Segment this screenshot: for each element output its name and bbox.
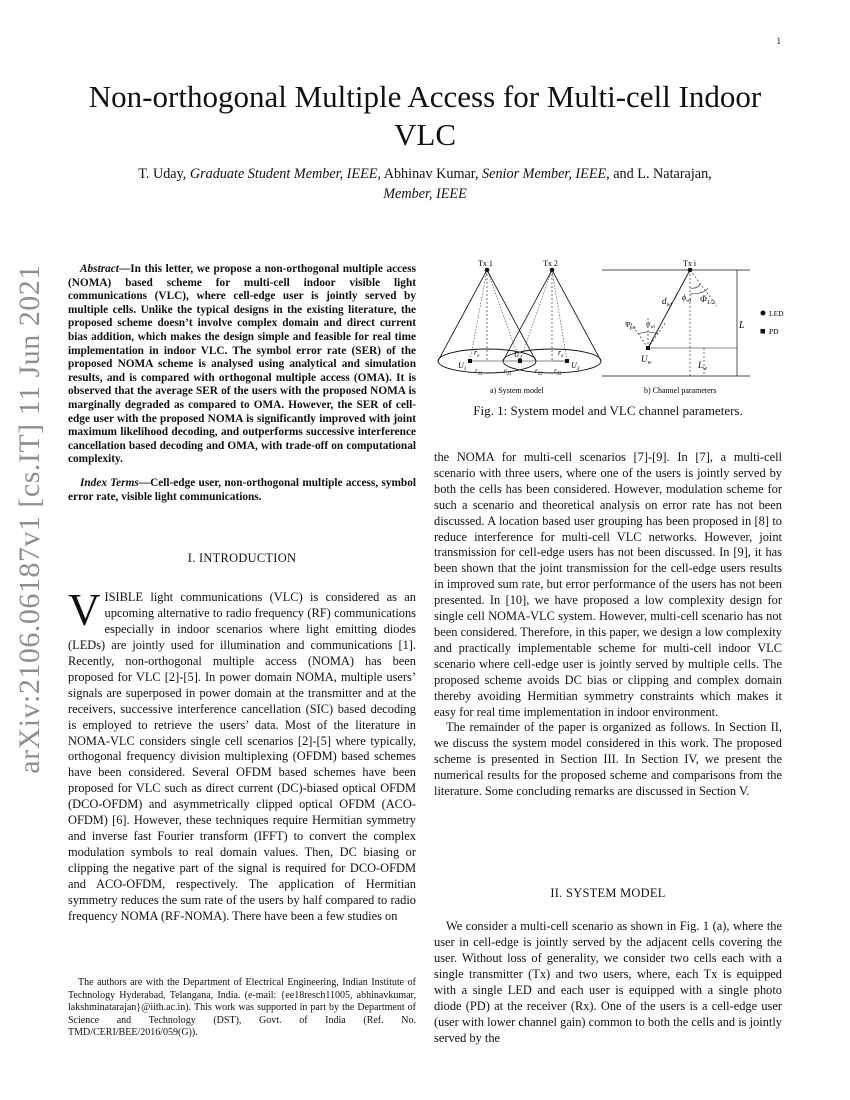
introduction-body — [68, 578, 416, 937]
channel-parameters-diagram — [602, 259, 784, 395]
system-model-paragraph: We consider a multi-cell scenario as shown in Fig. 1 (a), where the user in cell-edge is jointly served by the adjacent cells covering the user. Without loss of generality, we consider two cells each with a single transmitter (Tx) and two users, where, each Tx is equipped with a single LED and each user is equipped with a single photo diode (PD) at the receiver (Rx). One of the users is a cell-edge user (user with lower channel gain) common to both the cells and is jointly served by the — [434, 919, 782, 1045]
author-1-role: Graduate Student Member, IEEE — [189, 166, 378, 182]
legend-led-label: LED — [769, 309, 784, 318]
index-terms-text: —Cell-edge user, non-orthogonal multiple access, symbol error rate, visible light communications. — [68, 476, 416, 503]
section-2-heading: II. SYSTEM MODEL — [550, 886, 666, 900]
label-l: L — [739, 320, 745, 331]
figure-1 — [432, 256, 792, 406]
footnote: The authors are with the Department of Electrical Engineering, Indian Institute of Technology Hyderabad, Telangana, India. (e-mail: {ee18resch11005, abhinavkumar, lakshminatarajan}@iith.ac.in). This work was supported in part by the Department of Science and Technology (DST), Govt. of India (Ref. No. TMD/CERI/BEE/2016/059(G)). — [68, 977, 416, 1039]
label-phi-wi: $\phi_{wi}$ — [682, 293, 692, 304]
tx-i-label: Tx i — [683, 259, 697, 268]
abstract — [68, 263, 416, 467]
tx-1-led — [485, 268, 490, 273]
label-re-2: $r_e$ — [558, 348, 564, 359]
tx-2-led — [550, 268, 555, 273]
index-terms — [68, 477, 416, 504]
abstract-label: Abstract — [80, 263, 119, 275]
section-1-heading: I. INTRODUCTION — [187, 551, 297, 565]
subcaption-a: a) System model — [490, 386, 544, 395]
author-3: , and L. Natarajan, — [606, 166, 712, 182]
system-model-body — [434, 907, 782, 1059]
system-model-diagram — [438, 259, 601, 395]
right-paragraph-2: The remainder of the paper is organized as follows. In Section II, we discuss the system model considered in this work. The proposed scheme is presented in Section III. In Section IV, we present the numerical results for the proposed scheme and comparisons from the literature. Some concluding remarks are discussed in Section V. — [434, 720, 782, 799]
author-2-role: Senior Member, IEEE — [482, 166, 607, 182]
right-column-top — [434, 450, 782, 800]
author-2: , Abhinav Kumar, — [377, 166, 483, 182]
arxiv-stamp — [7, 264, 53, 774]
label-phi-half: $\Phi_{1/2}$ — [700, 294, 715, 306]
label-r21: $r_{21}$ — [504, 367, 512, 377]
label-dwi: $d_{wi}$ — [662, 296, 673, 308]
arxiv-id: arXiv:2106.06187v1 [cs.IT] 11 Jun 2021 — [13, 264, 46, 774]
label-psi-wi: $\psi_{wi}$ — [646, 320, 656, 330]
label-r32: $r_{32}$ — [554, 367, 562, 377]
tx-1-label: Tx 1 — [478, 259, 493, 268]
author-3-role: Member, IEEE — [383, 186, 467, 202]
label-re-1: $r_e$ — [474, 348, 480, 359]
label-u3: $U_3$ — [571, 361, 580, 372]
label-u1: $U_1$ — [458, 361, 467, 372]
left-column-top — [68, 263, 416, 504]
legend-pd-label: PD — [769, 327, 779, 336]
user-w-pd — [646, 346, 650, 350]
label-r11: $r_{11}$ — [475, 367, 483, 377]
tx-2-label: Tx 2 — [543, 259, 558, 268]
tx-i-led — [688, 268, 693, 273]
user-3-pd — [565, 359, 569, 363]
author-list — [120, 164, 730, 204]
label-r22: $r_{22}$ — [535, 367, 543, 377]
legend-led-icon — [761, 311, 766, 316]
right-paragraph-1: the NOMA for multi-cell scenarios [7]-[9]. In [7], a multi-cell scenario with three users, where one of the users is jointly served by both the cells has been considered. However, modulation scheme for such a scenario and theoretical analysis on error rate has not been discussed. A location based user grouping has been proposed in [8] to reduce interference for multi-cell VLC networks. However, joint transmission for cell-edge users has not been discussed. In [9], it has been shown that the joint transmission for the cell-edge users results in improved sum rate, but error performance of the users has not been presented. In [10], we have proposed a low complexity design for single cell NOMA-VLC system. However, multi-cell scenario has not been considered. Therefore, in this paper, we design a low complexity and practically implementable scheme for multi-cell indoor VLC scenario where cell-edge user is jointly served by multiple cells. The proposed scheme avoids DC bias or clipping and complex domain thereby avoiding Hermitian symmetry constraints which makes it easy for real time implementation in indoor environment. — [434, 450, 782, 719]
label-lw: $L_w$ — [698, 360, 708, 372]
paper-title: Non-orthogonal Multiple Access for Multi-cell Indoor VLC — [88, 79, 762, 152]
introduction-paragraph — [68, 585, 416, 924]
author-1: T. Uday, — [138, 166, 190, 182]
label-u2: $U_2$ — [514, 351, 522, 361]
label-uw: $U_w$ — [641, 354, 652, 366]
figure-caption: Fig. 1: System model and VLC channel parameters. — [473, 403, 743, 418]
los-link — [648, 270, 690, 348]
abstract-text: —In this letter, we propose a non-orthogonal multiple access (NOMA) based scheme for multi-cell indoor visible light communications (VLC), where cell-edge user is jointly served by multiple cells. Unlike the typical designs in the existing literature, the proposed scheme doesn’t involve complex domain and direct current bias addition, which makes the design simple and feasible for real time implementation in indoor VLC. The symbol error rate (SER) of the proposed NOMA scheme is analysed using analytical and simulation results, and is compared with orthogonal multiple access (OMA). It is observed that the average SER of the users with the proposed NOMA is marginally degraded as compared to OMA. However, the SER of cell-edge user with the proposed NOMA is significantly improved with joint maximum likelihood decoding, and outperforms successive interference cancellation based decoding and OMA, with trade-off on computational complexity. — [68, 263, 416, 466]
legend-pd-icon — [761, 329, 766, 334]
introduction-text: ISIBLE light communications (VLC) is considered as an upcoming alternative to radio frequency (RF) communications especially in indoor scenarios where light emitting diodes (LEDs) are jointly used for illumination and communications [1]. Recently, non-orthogonal multiple access (NOMA) has been proposed for VLC [2]-[5]. In power domain NOMA, multiple users’ signals are superposed in power domain at the transmitter and at the receivers, successive interference cancellation (SIC) based decoding is employed to retrieve the users’ data. Most of the literature in NOMA-VLC considers single cell scenarios [2]-[5] where typically, orthogonal frequency division multiplexing (OFDM) based schemes have been considered. Several OFDM based schemes have been proposed for VLC such as direct current (DC)-biased optical OFDM (DCO-OFDM) and asymmetrically clipped optical OFDM (ACO-OFDM) [6]. However, these techniques require Hermitian symmetry and inverse fast Fourier transform (IFFT) to convert the complex modulation symbols to real domain values. Then, DC biasing or clipping the negative part of the signal is required for DCO-OFDM and ACO-OFDM, respectively. The application of Hermitian symmetry reduces the sum rate of the users by half compared to radio frequency NOMA (RF-NOMA). There have been a few studies on — [68, 590, 416, 923]
subcaption-b: b) Channel parameters — [644, 386, 717, 395]
drop-cap: V — [68, 585, 101, 636]
user-1-pd — [468, 359, 472, 363]
page-number: 1 — [776, 36, 781, 46]
index-terms-label: Index Terms — [80, 476, 139, 489]
label-psi-fov: $\Psi_{fov}$ — [625, 321, 637, 331]
